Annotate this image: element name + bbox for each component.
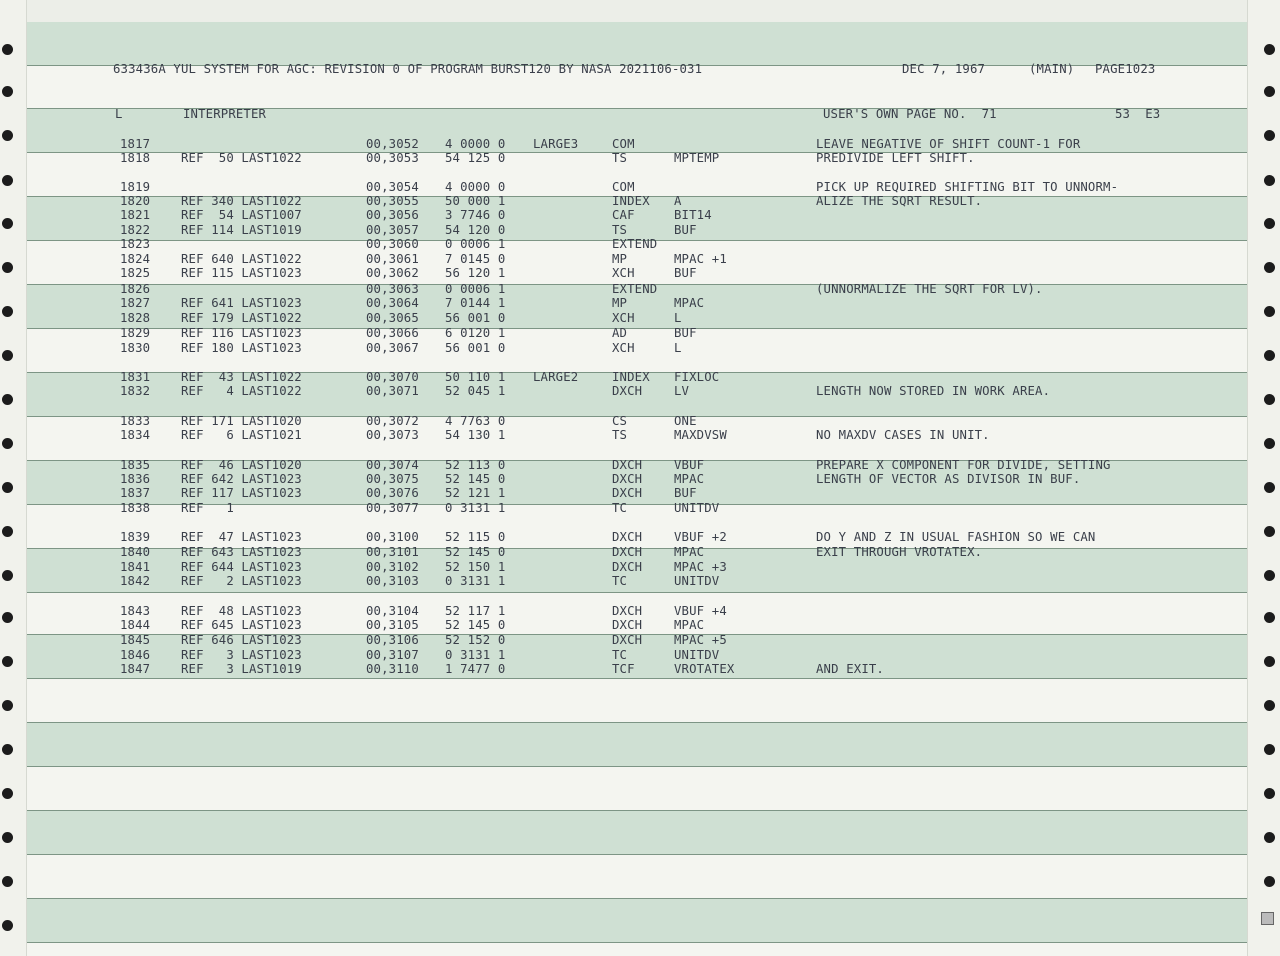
line-number: 1822 [120, 223, 151, 237]
octal-word: 52 145 0 [445, 545, 506, 559]
line-number: 1846 [120, 648, 151, 662]
operand: A [674, 194, 682, 208]
feed-hole [2, 350, 13, 361]
address: 00,3055 [366, 194, 419, 208]
octal-word: 4 0000 0 [445, 180, 506, 194]
operand: BUF [674, 486, 697, 500]
comment: (UNNORMALIZE THE SQRT FOR LV). [816, 282, 1043, 296]
octal-word: 52 145 0 [445, 618, 506, 632]
green-band [27, 810, 1247, 854]
address: 00,3072 [366, 414, 419, 428]
opcode: XCH [612, 341, 635, 355]
line-number: 1843 [120, 604, 151, 618]
feed-hole [2, 920, 13, 931]
ref-field: REF 644 LAST1023 [181, 560, 302, 574]
ref-field: REF 114 LAST1019 [181, 223, 302, 237]
octal-word: 52 045 1 [445, 384, 506, 398]
comment: PREPARE X COMPONENT FOR DIVIDE, SETTING [816, 458, 1111, 472]
octal-word: 0 0006 1 [445, 282, 506, 296]
opcode: EXTEND [612, 282, 658, 296]
octal-word: 6 0120 1 [445, 326, 506, 340]
line-number: 1832 [120, 384, 151, 398]
operand: MPAC +5 [674, 633, 727, 647]
octal-word: 50 110 1 [445, 370, 506, 384]
ref-field: REF 43 LAST1022 [181, 370, 302, 384]
address: 00,3104 [366, 604, 419, 618]
opcode: DXCH [612, 604, 643, 618]
address: 00,3102 [366, 560, 419, 574]
ref-field: REF 2 LAST1023 [181, 574, 302, 588]
ref-field: REF 179 LAST1022 [181, 311, 302, 325]
label: LARGE2 [533, 370, 579, 384]
feed-hole [2, 788, 13, 799]
address: 00,3101 [366, 545, 419, 559]
feed-hole [2, 570, 13, 581]
ref-field: REF 645 LAST1023 [181, 618, 302, 632]
feed-hole [2, 262, 13, 273]
header-date: DEC 7, 1967 [902, 62, 986, 76]
line-number: 1839 [120, 530, 151, 544]
opcode: MP [612, 252, 628, 266]
feed-hole [2, 700, 13, 711]
listing-header [27, 62, 1156, 76]
opcode: INDEX [612, 194, 650, 208]
line-number: 1830 [120, 341, 151, 355]
address: 00,3062 [366, 266, 419, 280]
operand: BUF [674, 266, 697, 280]
opcode: DXCH [612, 472, 643, 486]
comment: EXIT THROUGH VROTATEX. [816, 545, 983, 559]
line-number: 1824 [120, 252, 151, 266]
paper-top-strip [27, 0, 1247, 22]
feed-hole [1264, 130, 1275, 141]
address: 00,3103 [366, 574, 419, 588]
feed-hole [2, 44, 13, 55]
octal-word: 52 150 1 [445, 560, 506, 574]
opcode: CS [612, 414, 628, 428]
octal-word: 7 0144 1 [445, 296, 506, 310]
operand: BUF [674, 223, 697, 237]
line-number: 1820 [120, 194, 151, 208]
operand: UNITDV [674, 648, 720, 662]
ref-field: REF 3 LAST1023 [181, 648, 302, 662]
operand: MAXDVSW [674, 428, 727, 442]
octal-word: 56 001 0 [445, 341, 506, 355]
line-number: 1838 [120, 501, 151, 515]
green-band [27, 722, 1247, 766]
ref-field: REF 54 LAST1007 [181, 208, 302, 222]
feed-hole [1264, 438, 1275, 449]
band-rule [27, 898, 1247, 899]
opcode: EXTEND [612, 237, 658, 251]
line-number: 1828 [120, 311, 151, 325]
address: 00,3077 [366, 501, 419, 515]
octal-word: 54 130 1 [445, 428, 506, 442]
opcode: TC [612, 648, 628, 662]
opcode: DXCH [612, 384, 643, 398]
line-number: 1847 [120, 662, 151, 676]
feed-hole [2, 526, 13, 537]
opcode: TS [612, 428, 628, 442]
address: 00,3076 [366, 486, 419, 500]
address: 00,3100 [366, 530, 419, 544]
comment: AND EXIT. [816, 662, 884, 676]
octal-word: 52 113 0 [445, 458, 506, 472]
opcode: DXCH [612, 530, 643, 544]
octal-word: 0 3131 1 [445, 648, 506, 662]
address: 00,3067 [366, 341, 419, 355]
feed-hole [1264, 44, 1275, 55]
header-title: 633436A YUL SYSTEM FOR AGC: REVISION 0 OF PROGRAM BURST120 BY NASA 2021106-031 [113, 62, 703, 76]
octal-word: 4 0000 0 [445, 137, 506, 151]
green-band [27, 22, 1247, 66]
feed-hole [1264, 350, 1275, 361]
opcode: DXCH [612, 560, 643, 574]
comment: ALIZE THE SQRT RESULT. [816, 194, 983, 208]
feed-hole [1264, 175, 1275, 186]
ref-field: REF 116 LAST1023 [181, 326, 302, 340]
ref-field: REF 643 LAST1023 [181, 545, 302, 559]
line-number: 1826 [120, 282, 151, 296]
address: 00,3107 [366, 648, 419, 662]
octal-word: 50 000 1 [445, 194, 506, 208]
opcode: DXCH [612, 618, 643, 632]
feed-hole [2, 744, 13, 755]
octal-word: 52 121 1 [445, 486, 506, 500]
comment: LENGTH OF VECTOR AS DIVISOR IN BUF. [816, 472, 1081, 486]
opcode: TS [612, 151, 628, 165]
address: 00,3066 [366, 326, 419, 340]
feed-hole [2, 175, 13, 186]
feed-hole [1264, 218, 1275, 229]
label: LARGE3 [533, 137, 579, 151]
header-section: (MAIN) [1029, 62, 1075, 76]
comment: NO MAXDV CASES IN UNIT. [816, 428, 990, 442]
operand: UNITDV [674, 501, 720, 515]
octal-word: 54 120 0 [445, 223, 506, 237]
octal-word: 52 145 0 [445, 472, 506, 486]
line-number: 1844 [120, 618, 151, 632]
feed-hole [1264, 832, 1275, 843]
operand: FIXLOC [674, 370, 720, 384]
address: 00,3065 [366, 311, 419, 325]
subheader-name: INTERPRETER [183, 107, 267, 121]
octal-word: 56 120 1 [445, 266, 506, 280]
line-number: 1829 [120, 326, 151, 340]
comment: DO Y AND Z IN USUAL FASHION SO WE CAN [816, 530, 1096, 544]
line-number: 1823 [120, 237, 151, 251]
address: 00,3060 [366, 237, 419, 251]
feed-hole [1264, 700, 1275, 711]
line-number: 1819 [120, 180, 151, 194]
opcode: AD [612, 326, 628, 340]
octal-word: 0 3131 1 [445, 501, 506, 515]
octal-word: 7 0145 0 [445, 252, 506, 266]
octal-word: 1 7477 0 [445, 662, 506, 676]
right-tractor-holes [1254, 0, 1280, 956]
operand: UNITDV [674, 574, 720, 588]
operand: L [674, 311, 682, 325]
feed-hole [1264, 876, 1275, 887]
operand: MPAC +3 [674, 560, 727, 574]
ref-field: REF 117 LAST1023 [181, 486, 302, 500]
operand: VBUF +4 [674, 604, 727, 618]
address: 00,3073 [366, 428, 419, 442]
ref-field: REF 171 LAST1020 [181, 414, 302, 428]
subheader-letter: L [115, 107, 123, 121]
operand: MPAC [674, 618, 705, 632]
line-number: 1841 [120, 560, 151, 574]
operand: VROTATEX [674, 662, 735, 676]
ref-field: REF 48 LAST1023 [181, 604, 302, 618]
line-number: 1840 [120, 545, 151, 559]
comment: LEAVE NEGATIVE OF SHIFT COUNT-1 FOR [816, 137, 1081, 151]
opcode: XCH [612, 311, 635, 325]
opcode: TS [612, 223, 628, 237]
octal-word: 4 7763 0 [445, 414, 506, 428]
address: 00,3105 [366, 618, 419, 632]
ref-field: REF 180 LAST1023 [181, 341, 302, 355]
opcode: CAF [612, 208, 635, 222]
comment: PICK UP REQUIRED SHIFTING BIT TO UNNORM- [816, 180, 1119, 194]
feed-hole [1264, 526, 1275, 537]
operand: MPTEMP [674, 151, 720, 165]
line-number: 1833 [120, 414, 151, 428]
opcode: COM [612, 137, 635, 151]
ref-field: REF 115 LAST1023 [181, 266, 302, 280]
operand: BUF [674, 326, 697, 340]
feed-hole [2, 218, 13, 229]
ref-field: REF 640 LAST1022 [181, 252, 302, 266]
feed-hole [1264, 482, 1275, 493]
octal-word: 54 125 0 [445, 151, 506, 165]
address: 00,3074 [366, 458, 419, 472]
opcode: TCF [612, 662, 635, 676]
comment: PREDIVIDE LEFT SHIFT. [816, 151, 975, 165]
address: 00,3063 [366, 282, 419, 296]
ref-field: REF 3 LAST1019 [181, 662, 302, 676]
opcode: INDEX [612, 370, 650, 384]
corner-marker [1261, 912, 1274, 925]
address: 00,3071 [366, 384, 419, 398]
address: 00,3075 [366, 472, 419, 486]
left-tractor-holes [0, 0, 26, 956]
operand: BIT14 [674, 208, 712, 222]
line-number: 1842 [120, 574, 151, 588]
feed-hole [1264, 656, 1275, 667]
feed-hole [1264, 306, 1275, 317]
ref-field: REF 646 LAST1023 [181, 633, 302, 647]
line-number: 1827 [120, 296, 151, 310]
feed-hole [2, 394, 13, 405]
octal-word: 0 0006 1 [445, 237, 506, 251]
opcode: MP [612, 296, 628, 310]
ref-field: REF 340 LAST1022 [181, 194, 302, 208]
feed-hole [2, 656, 13, 667]
ref-field: REF 641 LAST1023 [181, 296, 302, 310]
ref-field: REF 47 LAST1023 [181, 530, 302, 544]
line-number: 1834 [120, 428, 151, 442]
operand: MPAC +1 [674, 252, 727, 266]
feed-hole [1264, 744, 1275, 755]
opcode: DXCH [612, 633, 643, 647]
ref-field: REF 50 LAST1022 [181, 151, 302, 165]
address: 00,3106 [366, 633, 419, 647]
feed-hole [1264, 86, 1275, 97]
opcode: DXCH [612, 458, 643, 472]
opcode: XCH [612, 266, 635, 280]
line-number: 1821 [120, 208, 151, 222]
octal-word: 52 115 0 [445, 530, 506, 544]
band-rule [27, 766, 1247, 767]
comment: LENGTH NOW STORED IN WORK AREA. [816, 384, 1051, 398]
feed-hole [2, 438, 13, 449]
operand: VBUF +2 [674, 530, 727, 544]
band-rule [27, 592, 1247, 593]
operand: LV [674, 384, 690, 398]
green-band [27, 898, 1247, 942]
operand: L [674, 341, 682, 355]
band-rule [27, 810, 1247, 811]
octal-word: 3 7746 0 [445, 208, 506, 222]
address: 00,3110 [366, 662, 419, 676]
line-number: 1831 [120, 370, 151, 384]
line-number: 1836 [120, 472, 151, 486]
address: 00,3054 [366, 180, 419, 194]
band-rule [27, 942, 1247, 943]
ref-field: REF 4 LAST1022 [181, 384, 302, 398]
octal-word: 52 152 0 [445, 633, 506, 647]
operand: MPAC [674, 545, 705, 559]
feed-hole [1264, 262, 1275, 273]
address: 00,3053 [366, 151, 419, 165]
band-rule [27, 722, 1247, 723]
opcode: TC [612, 501, 628, 515]
listing-subheader [27, 107, 1161, 121]
ref-field: REF 46 LAST1020 [181, 458, 302, 472]
users-page-number: USER'S OWN PAGE NO. 71 [823, 107, 997, 121]
ref-field: REF 1 [181, 501, 234, 515]
feed-hole [2, 130, 13, 141]
feed-hole [2, 482, 13, 493]
operand: VBUF [674, 458, 705, 472]
address: 00,3064 [366, 296, 419, 310]
octal-word: 0 3131 1 [445, 574, 506, 588]
address: 00,3056 [366, 208, 419, 222]
feed-hole [2, 876, 13, 887]
feed-hole [1264, 394, 1275, 405]
address: 00,3052 [366, 137, 419, 151]
feed-hole [2, 306, 13, 317]
operand: MPAC [674, 472, 705, 486]
operand: MPAC [674, 296, 705, 310]
opcode: DXCH [612, 486, 643, 500]
ref-field: REF 642 LAST1023 [181, 472, 302, 486]
octal-word: 56 001 0 [445, 311, 506, 325]
opcode: DXCH [612, 545, 643, 559]
line-number: 1835 [120, 458, 151, 472]
feed-hole [1264, 612, 1275, 623]
feed-hole [2, 86, 13, 97]
feed-hole [1264, 788, 1275, 799]
header-page: PAGE1023 [1095, 62, 1156, 76]
address: 00,3070 [366, 370, 419, 384]
line-number: 1845 [120, 633, 151, 647]
opcode: TC [612, 574, 628, 588]
line-number: 1825 [120, 266, 151, 280]
line-number: 1837 [120, 486, 151, 500]
operand: ONE [674, 414, 697, 428]
band-rule [27, 678, 1247, 679]
address: 00,3057 [366, 223, 419, 237]
opcode: COM [612, 180, 635, 194]
band-rule [27, 854, 1247, 855]
ref-field: REF 6 LAST1021 [181, 428, 302, 442]
octal-word: 52 117 1 [445, 604, 506, 618]
subheader-code: 53 E3 [1115, 107, 1161, 121]
feed-hole [2, 832, 13, 843]
line-number: 1817 [120, 137, 151, 151]
line-number: 1818 [120, 151, 151, 165]
feed-hole [1264, 570, 1275, 581]
address: 00,3061 [366, 252, 419, 266]
feed-hole [2, 612, 13, 623]
printout-sheet [26, 0, 1248, 956]
